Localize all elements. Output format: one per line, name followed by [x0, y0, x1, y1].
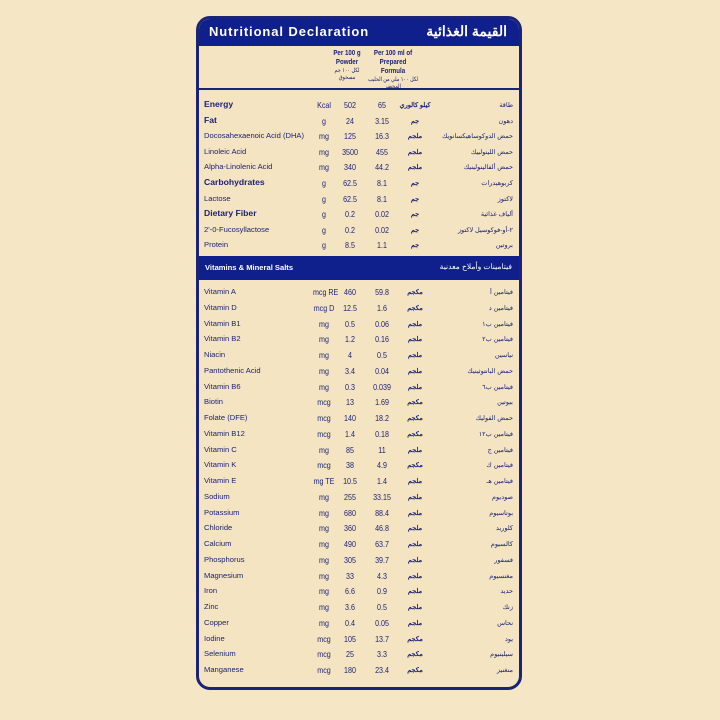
title-arabic: القيمة الغذائية — [426, 23, 507, 39]
value-per-100g: 340 — [344, 162, 356, 173]
value-per-100ml: 0.04 — [375, 365, 389, 376]
unit-arabic: جم — [410, 211, 420, 219]
nutrient-name-arabic: فيتامين ك — [486, 462, 513, 470]
value-per-100ml: 0.039 — [373, 381, 391, 392]
value-per-100g: 25 — [346, 649, 354, 660]
nutrient-name-arabic: زنك — [502, 604, 513, 611]
unit-arabic: مكجم — [407, 289, 423, 296]
unit-arabic: ملجم — [407, 148, 423, 156]
unit: mcg RE — [312, 287, 339, 297]
nutrient-name: Dietary Fiber — [204, 208, 257, 219]
value-per-100ml: 3.3 — [377, 649, 387, 660]
unit: g — [322, 224, 326, 235]
column-header-line1: Per 100 g — [333, 48, 361, 57]
nutrient-name-arabic: صوديوم — [492, 493, 513, 501]
value-per-100ml: 88.4 — [375, 507, 389, 518]
value-per-100ml: 18.2 — [375, 413, 389, 423]
nutrient-name: Carbohydrates — [204, 177, 265, 187]
value-per-100ml: 4.9 — [377, 460, 387, 471]
unit: mcg — [317, 397, 331, 408]
value-per-100g: 3500 — [342, 146, 358, 157]
nutrient-name: Protein — [204, 240, 229, 250]
value-per-100g: 8.5 — [345, 240, 355, 251]
value-per-100ml: 1.6 — [377, 302, 387, 313]
value-per-100g: 62.5 — [343, 193, 357, 204]
unit-arabic: ملجم — [407, 604, 423, 611]
vitamin-row — [199, 379, 519, 395]
unit: mg TE — [313, 476, 335, 486]
vitamin-row — [199, 552, 519, 568]
nutrient-name: Fat — [204, 114, 217, 125]
nutrient-name-arabic: حمض اللينولييك — [470, 148, 513, 156]
nutrient-name: Vitamin B12 — [204, 428, 245, 438]
nutrient-name: Vitamin K — [204, 460, 237, 470]
vitamin-row — [199, 615, 519, 631]
value-per-100ml: 8.1 — [377, 193, 387, 204]
nutrient-row — [199, 222, 519, 238]
unit-arabic: ملجم — [407, 446, 423, 454]
unit: mcg — [317, 460, 331, 471]
value-per-100ml: 65 — [378, 100, 386, 110]
unit-arabic: ملجم — [407, 556, 423, 564]
vitamin-row — [199, 426, 519, 442]
value-per-100g: 680 — [344, 507, 356, 518]
unit: mg — [319, 586, 329, 597]
value-per-100g: 255 — [344, 491, 356, 502]
vitamin-row — [199, 347, 519, 363]
unit-arabic: مكجم — [407, 651, 423, 659]
value-per-100ml: 16.3 — [375, 131, 389, 142]
value-per-100ml: 63.7 — [375, 539, 389, 549]
vitamin-row — [199, 568, 519, 584]
nutrient-name-arabic: حمض الدوكوساهيكسانويك — [442, 133, 513, 141]
nutrient-name-arabic: فيتامين ب١٢ — [478, 430, 513, 438]
nutrient-name-arabic: نحاس — [497, 619, 513, 627]
value-per-100ml: 1.4 — [377, 476, 387, 486]
unit-arabic: مكجم — [407, 415, 423, 422]
nutrient-name: Vitamin A — [204, 287, 236, 296]
nutrient-name: Linoleic Acid — [204, 146, 247, 156]
nutrient-name: Selenium — [204, 649, 236, 659]
vitamin-row — [199, 442, 519, 458]
nutrient-name-arabic: لاكتوز — [497, 195, 513, 203]
value-per-100g: 1.4 — [345, 428, 355, 439]
value-per-100g: 502 — [344, 100, 356, 110]
vitamin-row — [199, 300, 519, 316]
unit: mg — [319, 570, 329, 581]
value-per-100ml: 0.5 — [377, 602, 387, 612]
unit-arabic: ملجم — [407, 164, 423, 172]
nutrient-name-arabic: بيوتين — [497, 399, 513, 407]
unit: mg — [319, 491, 329, 502]
value-per-100g: 105 — [344, 633, 356, 644]
nutrient-name-arabic: حمض الفوليك — [475, 415, 513, 422]
nutrient-name: Biotin — [204, 397, 223, 407]
unit: mcg D — [313, 302, 335, 313]
nutrient-name-arabic: فيتامين هـ — [486, 478, 513, 485]
vitamin-row — [199, 599, 519, 615]
nutrient-name: Energy — [204, 99, 234, 109]
value-per-100g: 0.4 — [345, 617, 355, 628]
value-per-100ml: 0.05 — [375, 617, 389, 628]
nutrient-name-arabic: فيتامين ب٦ — [482, 383, 513, 391]
title-bar — [199, 19, 519, 46]
section-title-arabic: فيتامينات وأملاح معدنية — [439, 262, 512, 271]
nutrient-row — [199, 191, 519, 207]
unit: mg — [319, 554, 329, 565]
unit: mg — [319, 523, 329, 534]
unit-arabic: ملجم — [407, 541, 423, 548]
unit: Kcal — [317, 100, 331, 110]
unit: mcg — [317, 428, 331, 439]
nutrient-name-arabic: حمض البانتوثينيك — [467, 367, 513, 375]
unit: mcg — [317, 649, 331, 660]
vitamin-row — [199, 457, 519, 473]
unit: g — [322, 178, 326, 188]
value-per-100ml: 23.4 — [375, 665, 389, 675]
unit-arabic: ملجم — [407, 525, 423, 533]
column-header-arabic: لكل ١٠٠ جم مسحوق — [334, 68, 360, 81]
vitamin-row — [199, 410, 519, 426]
nutrient-name-arabic: كربوهيدرات — [481, 180, 513, 187]
unit-arabic: جم — [410, 242, 420, 250]
nutrient-name: Niacin — [204, 350, 226, 359]
unit-arabic: جم — [410, 180, 420, 187]
nutrient-name-arabic: كالسيوم — [490, 541, 513, 548]
value-per-100g: 180 — [344, 665, 356, 675]
unit-arabic: مكجم — [407, 635, 423, 643]
nutrient-name: Magnesium — [204, 570, 244, 580]
nutrient-name-arabic: سيلينيوم — [490, 651, 513, 659]
nutrient-row — [199, 97, 519, 113]
nutrient-row — [199, 237, 519, 253]
nutrient-name: Copper — [204, 617, 229, 627]
unit: mg — [319, 539, 329, 549]
value-per-100ml: 0.06 — [375, 318, 389, 329]
unit-arabic: ملجم — [407, 336, 423, 344]
unit: mcg — [317, 413, 331, 423]
value-per-100g: 305 — [344, 554, 356, 565]
value-per-100ml: 0.18 — [375, 428, 389, 439]
value-per-100g: 140 — [344, 413, 356, 423]
section-title-english: Vitamins & Mineral Salts — [205, 263, 294, 272]
nutrient-name-arabic: طاقة — [499, 102, 513, 109]
vitamin-row — [199, 363, 519, 379]
value-per-100ml: 4.3 — [377, 570, 387, 581]
value-per-100g: 12.5 — [343, 302, 357, 313]
vitamin-row — [199, 520, 519, 536]
value-per-100g: 38 — [346, 460, 354, 471]
value-per-100ml: 455 — [376, 146, 388, 157]
unit-arabic: ملجم — [407, 383, 423, 391]
value-per-100g: 0.2 — [345, 224, 355, 235]
nutrient-name-arabic: حديد — [500, 588, 513, 596]
nutrient-name: Docosahexaenoic Acid (DHA) — [204, 131, 305, 141]
nutrient-name: Iron — [204, 586, 218, 596]
nutrient-name-arabic: كلوريد — [496, 525, 513, 533]
column-header-per-100g — [331, 48, 364, 82]
value-per-100g: 3.6 — [345, 602, 355, 612]
unit-arabic: مكجم — [407, 667, 423, 674]
unit: mg — [319, 365, 329, 376]
nutrient-row — [199, 159, 519, 175]
unit: mg — [319, 162, 329, 173]
column-header-line2: Powder — [335, 57, 359, 66]
nutrient-row — [199, 206, 519, 222]
unit-arabic: ملجم — [407, 588, 423, 596]
nutrient-name: Vitamin B2 — [204, 334, 241, 344]
vitamin-row — [199, 394, 519, 410]
nutrient-row — [199, 113, 519, 129]
unit: g — [322, 240, 326, 251]
unit-arabic: ملجم — [407, 493, 423, 501]
column-header-per-100ml — [367, 48, 419, 91]
column-header-line2: Prepared Formula — [379, 57, 407, 75]
nutrient-name: Manganese — [204, 665, 244, 674]
column-header-line1: Per 100 ml of — [373, 48, 413, 57]
value-per-100g: 33 — [346, 570, 354, 581]
value-per-100ml: 0.02 — [375, 224, 389, 235]
unit-arabic: مكجم — [407, 304, 423, 312]
vitamins-section-header — [199, 256, 519, 280]
nutrient-name: Pantothenic Acid — [204, 365, 261, 375]
vitamin-row — [199, 505, 519, 521]
value-per-100g: 4 — [348, 350, 352, 360]
value-per-100ml: 39.7 — [375, 554, 389, 565]
nutrient-name: Potassium — [204, 507, 240, 517]
vitamin-row — [199, 662, 519, 678]
unit: g — [322, 115, 326, 126]
value-per-100ml: 0.02 — [375, 209, 389, 220]
nutrient-name: Vitamin E — [204, 476, 237, 485]
value-per-100ml: 0.16 — [375, 334, 389, 345]
nutrient-name: Zinc — [204, 602, 219, 611]
vitamin-row — [199, 631, 519, 647]
value-per-100g: 10.5 — [343, 476, 357, 486]
nutrient-name: Vitamin C — [204, 444, 237, 454]
value-per-100g: 13 — [346, 397, 354, 408]
value-per-100ml: 3.15 — [375, 115, 389, 126]
unit-arabic: ملجم — [407, 320, 423, 328]
unit: mg — [319, 444, 329, 455]
vitamin-row — [199, 536, 519, 552]
value-per-100ml: 59.8 — [375, 287, 389, 297]
nutrient-name: 2'-0-Fucosyllactose — [204, 224, 270, 234]
value-per-100g: 460 — [344, 287, 356, 297]
nutrient-name-arabic: بروتين — [495, 242, 513, 250]
nutrient-name: Vitamin B6 — [204, 381, 241, 391]
value-per-100ml: 44.2 — [375, 162, 389, 173]
unit-arabic: جم — [410, 117, 420, 125]
vitamin-row — [199, 331, 519, 347]
nutrient-name-arabic: ألياف غذائية — [480, 211, 513, 219]
nutrient-name-arabic: نياسين — [494, 352, 513, 359]
nutrient-name-arabic: مغنسيوم — [489, 572, 513, 580]
unit: g — [322, 193, 326, 204]
unit-arabic: كيلو كالوري — [399, 102, 431, 109]
vitamin-row — [199, 646, 519, 662]
value-per-100g: 0.5 — [345, 318, 355, 329]
value-per-100ml: 0.5 — [377, 350, 387, 360]
value-per-100g: 360 — [344, 523, 356, 534]
nutrient-name-arabic: منغنيز — [496, 667, 513, 674]
value-per-100g: 490 — [344, 539, 356, 549]
unit: mg — [319, 381, 329, 392]
unit: mg — [319, 146, 329, 157]
nutrient-name: Vitamin B1 — [204, 318, 241, 328]
nutrient-name: Phosphorus — [204, 554, 245, 564]
vitamin-row — [199, 284, 519, 300]
unit: mg — [319, 350, 329, 360]
value-per-100ml: 1.1 — [377, 240, 387, 251]
value-per-100ml: 1.69 — [375, 397, 389, 408]
unit-arabic: مكجم — [407, 399, 423, 407]
nutrient-name: Calcium — [204, 539, 232, 548]
unit-arabic: ملجم — [407, 133, 423, 141]
value-per-100g: 0.2 — [345, 209, 355, 220]
unit-arabic: جم — [410, 226, 420, 234]
nutrient-name-arabic: فيتامين د — [488, 304, 513, 312]
nutrient-name-arabic: ٢-أو-فوكوسيل لاكتوز — [457, 226, 513, 234]
unit: mcg — [317, 633, 331, 644]
value-per-100ml: 46.8 — [375, 523, 389, 534]
value-per-100g: 125 — [344, 131, 356, 142]
value-per-100ml: 11 — [378, 444, 386, 455]
value-per-100g: 3.4 — [345, 365, 355, 376]
nutrient-name-arabic: فيتامين أ — [489, 289, 513, 296]
nutrient-name-arabic: دهون — [498, 117, 513, 125]
vitamin-row — [199, 583, 519, 599]
unit-arabic: مكجم — [407, 462, 423, 470]
nutrient-name-arabic: بوتاسيوم — [489, 509, 513, 517]
value-per-100g: 1.2 — [345, 334, 355, 345]
value-per-100ml: 8.1 — [377, 178, 387, 188]
value-per-100g: 62.5 — [343, 178, 357, 188]
unit: mcg — [317, 665, 331, 675]
vitamin-row — [199, 489, 519, 505]
value-per-100g: 85 — [346, 444, 354, 455]
unit-arabic: جم — [410, 195, 420, 203]
nutrient-name: Vitamin D — [204, 302, 237, 312]
value-per-100g: 0.3 — [345, 381, 355, 392]
column-header-arabic: لكل ١٠٠ ملي من الحليب المحضر — [367, 77, 419, 90]
nutrient-name-arabic: فيتامين ب١ — [482, 320, 513, 328]
nutrient-name-arabic: حمض ألفالينولينيك — [463, 164, 513, 172]
nutrition-panel — [196, 16, 522, 690]
nutrient-row — [199, 128, 519, 144]
unit: mg — [319, 334, 329, 345]
nutrient-name: Alpha-Linolenic Acid — [204, 162, 273, 172]
nutrient-row — [199, 144, 519, 160]
value-per-100g: 24 — [346, 115, 354, 126]
vitamin-row — [199, 316, 519, 332]
value-per-100ml: 13.7 — [375, 633, 389, 644]
value-per-100g: 6.6 — [345, 586, 355, 597]
unit: mg — [319, 602, 329, 612]
nutrient-name: Chloride — [204, 523, 233, 533]
unit-arabic: ملجم — [407, 619, 423, 627]
unit-arabic: ملجم — [407, 509, 423, 517]
unit-arabic: ملجم — [407, 352, 423, 359]
unit: mg — [319, 131, 329, 142]
unit: mg — [319, 318, 329, 329]
nutrient-name-arabic: فيتامين ب٢ — [482, 336, 513, 344]
nutrient-name-arabic: فيتامين ج — [487, 446, 513, 454]
unit-arabic: ملجم — [407, 478, 423, 485]
unit: mg — [319, 507, 329, 518]
nutrient-name: Lactose — [204, 193, 231, 203]
unit-arabic: ملجم — [407, 572, 423, 580]
nutrient-name: Sodium — [204, 491, 230, 501]
nutrient-row — [199, 175, 519, 191]
nutrient-name: Folate (DFE) — [204, 413, 248, 422]
vitamin-row — [199, 473, 519, 489]
column-headers — [199, 46, 519, 90]
value-per-100ml: 0.9 — [377, 586, 387, 597]
nutrient-name-arabic: فسفور — [494, 556, 513, 564]
nutrient-name-arabic: يود — [504, 635, 513, 643]
unit: mg — [319, 617, 329, 628]
title-english: Nutritional Declaration — [209, 24, 370, 39]
unit: g — [322, 209, 326, 220]
value-per-100ml: 33.15 — [373, 491, 391, 502]
unit-arabic: ملجم — [407, 367, 423, 375]
unit-arabic: مكجم — [407, 430, 423, 438]
nutrient-name: Iodine — [204, 633, 225, 643]
